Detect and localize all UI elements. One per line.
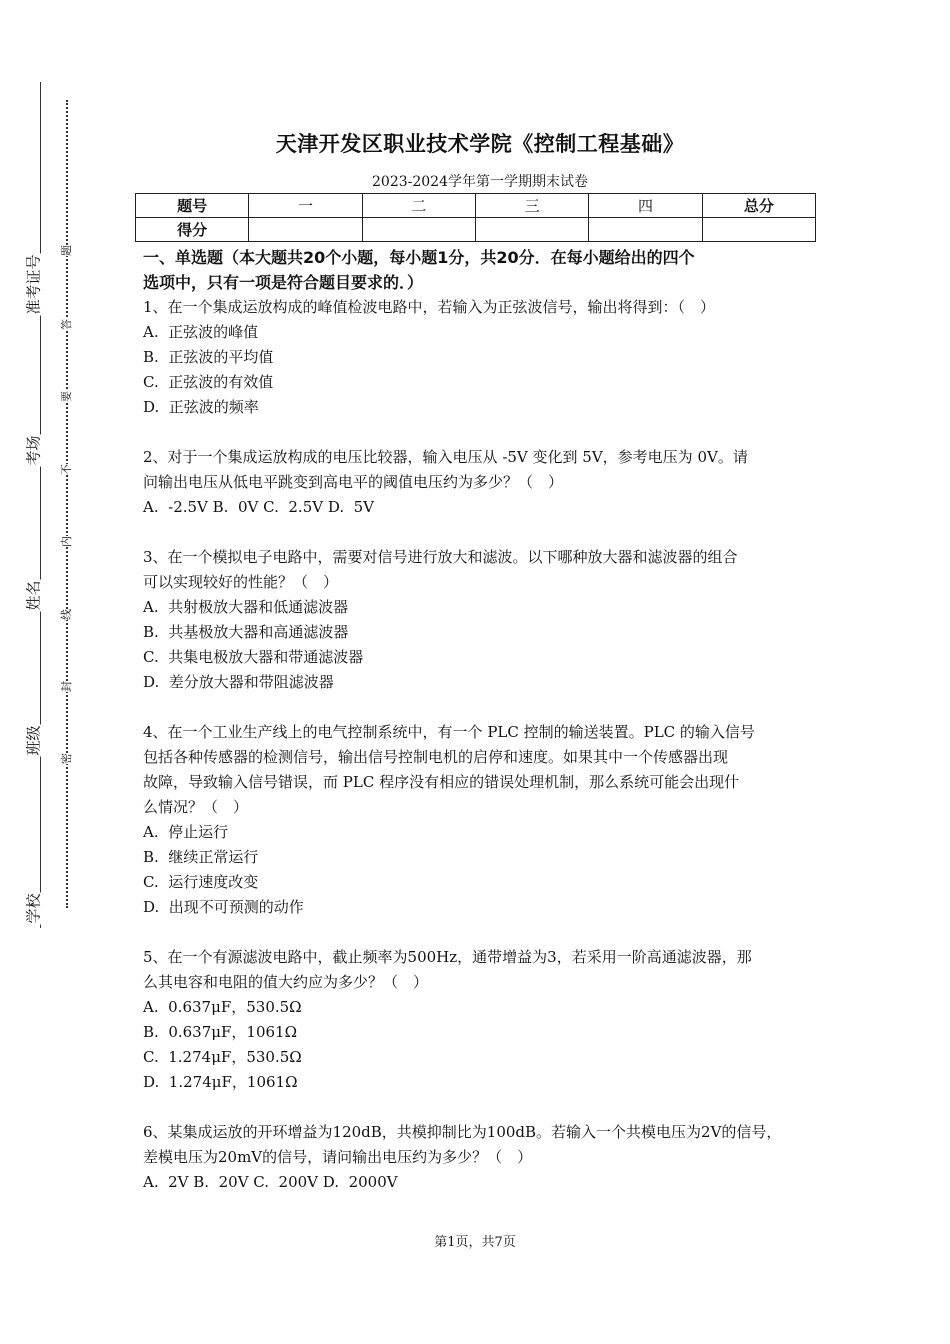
question-section [143,245,813,1195]
question-stem: 么其电容和电阻的值大约应为多少？（ ） [143,973,429,991]
binding-field-exam-room: 考场 [24,434,43,466]
seal-char: 不 [59,463,73,475]
option-a: A. 0.637μF，530.5Ω [143,998,302,1016]
score-cell-header: 二 [362,194,475,218]
option-d: D. 正弦波的频率 [143,398,259,416]
seal-char: 题 [59,244,73,256]
option-a: A. 正弦波的峰值 [143,323,259,341]
score-cell-empty [475,218,588,242]
question-6 [143,1120,813,1195]
question-stem: 包括各种传感器的检测信号，输出信号控制电机的启停和速度。如果其中一个传感器出现 [143,748,729,766]
score-table [135,193,816,242]
score-table-score-row [136,218,816,242]
page-number: 第1页，共7页 [434,1235,516,1250]
option-c: C. 1.274μF，530.5Ω [143,1048,302,1066]
question-stem: 4、在一个工业生产线上的电气控制系统中，有一个 PLC 控制的输送装置。PLC 的输入信号 [143,723,755,741]
option-b: B. 0.637μF，1061Ω [143,1023,298,1041]
binding-field-school: 学校 [24,892,43,924]
score-cell-empty [589,218,702,242]
option-c: C. 正弦波的有效值 [143,373,274,391]
option-d: D. 差分放大器和带阻滤波器 [143,673,334,691]
question-stem: 5、在一个有源滤波电路中，截止频率为500Hz，通带增益为3，若采用一阶高通滤波器，那 [143,948,752,966]
exam-subtitle: 2023-2024学年第一学期期末试卷 [372,174,588,190]
option-c: C. 共集电极放大器和带通滤波器 [143,648,364,666]
option-b: B. 正弦波的平均值 [143,348,274,366]
options-inline: A. -2.5V B. 0V C. 2.5V D. 5V [143,498,375,516]
seal-char: 答 [59,318,73,330]
question-stem: 1、在一个集成运放构成的峰值检波电路中，若输入为正弦波信号，输出将得到：（ ） [143,298,716,316]
question-4 [143,720,813,920]
seal-char: 内 [59,535,73,547]
question-1 [143,295,813,420]
binding-field-class: 班级 [24,724,43,756]
question-3 [143,545,813,695]
seal-char: 密 [59,752,73,764]
score-cell-header-total: 总分 [702,194,815,218]
score-cell-label: 题号 [136,194,249,218]
score-cell-header: 一 [249,194,362,218]
question-5 [143,945,813,1095]
question-stem: 3、在一个模拟电子电路中，需要对信号进行放大和滤波。以下哪种放大器和滤波器的组合 [143,548,738,566]
seal-char: 封 [59,680,73,692]
binding-solid-line [40,82,41,928]
binding-field-exam-number: 准考证号 [24,253,43,315]
section-title [143,245,813,295]
score-cell-empty [249,218,362,242]
option-b: B. 共基极放大器和高通滤波器 [143,623,349,641]
option-a: A. 停止运行 [143,823,229,841]
question-stem: 差模电压为20mV的信号，请问输出电压约为多少？（ ） [143,1148,533,1166]
binding-dotted-line [66,100,68,908]
section-title-line: 一、单选题（本大题共20个小题，每小题1分，共20分．在每小题给出的四个 [143,248,695,267]
score-cell-header: 四 [589,194,702,218]
question-stem: 6、某集成运放的开环增益为120dB，共模抑制比为100dB。若输入一个共模电压为2V的信号， [143,1123,782,1141]
options-inline: A. 2V B. 20V C. 200V D. 2000V [143,1173,398,1191]
seal-char: 线 [59,608,73,620]
question-stem: 2、对于一个集成运放构成的电压比较器，输入电压从 -5V 变化到 5V，参考电压为 0V。请 [143,448,748,466]
binding-field-name: 姓名 [24,579,43,611]
score-cell-label: 得分 [136,218,249,242]
score-cell-empty [362,218,475,242]
score-table-header-row [136,194,816,218]
option-d: D. 1.274μF，1061Ω [143,1073,298,1091]
question-2 [143,445,813,520]
score-cell-header: 三 [475,194,588,218]
question-stem: 问输出电压从低电平跳变到高电平的阈值电压约为多少？（ ） [143,473,564,491]
score-cell-empty [702,218,815,242]
seal-char: 要 [59,390,73,402]
question-stem: 可以实现较好的性能？（ ） [143,573,339,591]
option-d: D. 出现不可预测的动作 [143,898,304,916]
option-a: A. 共射极放大器和低通滤波器 [143,598,349,616]
option-c: C. 运行速度改变 [143,873,259,891]
option-b: B. 继续正常运行 [143,848,259,866]
question-stem: 故障，导致输入信号错误，而 PLC 程序没有相应的错误处理机制，那么系统可能会出现什 [143,773,740,791]
exam-title: 天津开发区职业技术学院《控制工程基础》 [275,132,685,156]
question-stem: 么情况？（ ） [143,798,249,816]
section-title-line: 选项中，只有一项是符合题目要求的．） [143,273,424,292]
